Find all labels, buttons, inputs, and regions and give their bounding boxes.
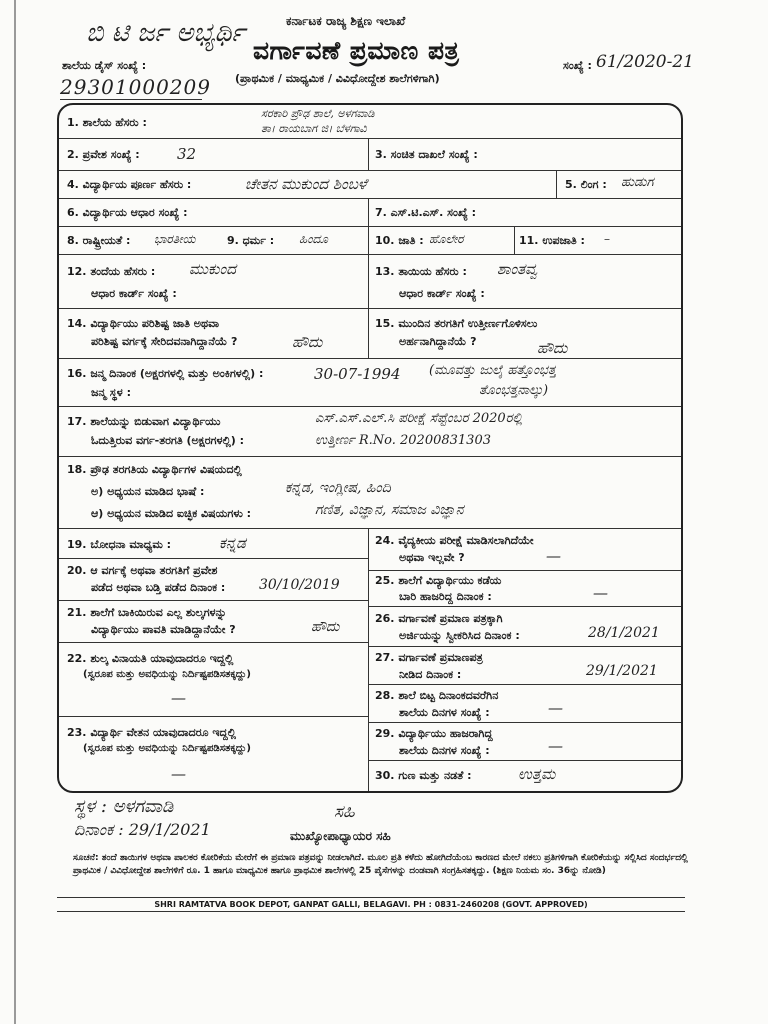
field-1-label: 1. ಶಾಲೆಯ ಹೆಸರು : [67,116,147,129]
headmaster-signature: ಸಹಿ [334,802,355,822]
field-15-label-line1: 15. ಮುಂದಿನ ತರಗತಿಗೆ ಉತ್ತೀರ್ಣಗೊಳಿಸಲು [375,317,538,330]
field-16-value: 30-07-1994 [314,365,401,383]
field-2-label: 2. ಪ್ರವೇಶ ಸಂಖ್ಯೆ : [67,148,140,161]
field-25-value: — [593,584,608,602]
field-18a-label: ಅ) ಅಧ್ಯಯನ ಮಾಡಿದ ಭಾಷೆ : [91,485,205,498]
field-29-label-line1: 29. ವಿದ್ಯಾರ್ಥಿಯು ಹಾಜರಾಗಿದ್ದ [375,727,493,740]
field-22-label-line1: 22. ಶುಲ್ಕ ವಿನಾಯತಿ ಯಾವುದಾದರೂ ಇದ್ದಲ್ಲಿ [67,652,234,665]
field-4-label: 4. ವಿದ್ಯಾರ್ಥಿಯ ಪೂರ್ಣ ಹೆಸರು : [67,178,192,191]
page-edge [14,0,16,1024]
field-14-label-line1: 14. ವಿದ್ಯಾರ್ಥಿಯು ಪರಿಶಿಷ್ಟ ಜಾತಿ ಅಥವಾ [67,317,220,330]
row-class-leaving [59,407,681,457]
row-medium [59,529,368,559]
field-3-label: 3. ಸಂಚಿತ ದಾಖಲೆ ಸಂಖ್ಯೆ : [375,148,478,161]
field-17-label-line1: 17. ಶಾಲೆಯನ್ನು ಬಿಡುವಾಗ ವಿದ್ಯಾರ್ಥಿಯು [67,415,221,428]
printer-info: SHRI RAMTATVA BOOK DEPOT, GANPAT GALLI, BELAGAVI. PH : 0831-2460208 (GOVT. APPROVED) [57,897,685,912]
field-9-label: 9. ಧರ್ಮ : [227,234,275,247]
field-17-label-line2: ಓದುತ್ತಿರುವ ವರ್ಗ-ತರಗತಿ (ಅಕ್ಷರಗಳಲ್ಲಿ) : [91,434,245,447]
field-11-label: 11. ಉಪಜಾತಿ : [519,234,585,247]
page-subtitle: (ಪ್ರಾಥಮಿಕ / ಮಾಧ್ಯಮಿಕ / ವಿವಿಧೋದ್ದೇಶ ಶಾಲೆಗಳಿಗಾಗಿ) [235,72,440,85]
top-handwritten-signature: ಬಿ ಟಿ ರ್ಜ ಅಭ್ಯರ್ಥಿ [86,18,245,48]
page-title: ವರ್ಗಾವಣೆ ಪ್ರಮಾಣ ಪತ್ರ [253,36,460,65]
field-16-label-line1: 16. ಜನ್ಮ ದಿನಾಂಕ (ಅಕ್ಷರಗಳಲ್ಲಿ ಮತ್ತು ಅಂಕಿಗಳಲ್ಲಿ) : [67,367,264,380]
field-23-label-line1: 23. ವಿದ್ಯಾರ್ಥಿ ವೇತನ ಯಾವುದಾದರೂ ಇದ್ದಲ್ಲಿ [67,726,236,739]
field-17-value-line1: ಎಸ್.ಎಸ್.ಎಲ್.ಸಿ ಪರೀಕ್ಷೆ ಸೆಪ್ಟೆಂಬರ 2020ರಲ್ಲಿ [315,411,523,426]
field-27-label-line2: ನೀಡಿದ ದಿನಾಂಕ : [399,668,462,681]
field-23-value: — [171,765,186,783]
field-5-value: ಹುಡುಗ [621,175,654,190]
field-16-words-line1: (ಮೂವತ್ತು ಜುಲೈ ಹತ್ತೊಂಭತ್ತ [429,363,556,378]
field-17-value-line2: ಉತ್ತೀರ್ಣ R.No. 20200831303 [315,433,491,448]
field-25-label-line2: ಬಾರಿ ಹಾಜರಿದ್ದ ದಿನಾಂಕ : [399,590,492,603]
row-nationality [59,227,681,255]
field-24-value: — [546,547,561,565]
field-1-value-line1: ಸರಕಾರಿ ಪ್ರೌಢ ಶಾಲೆ, ಅಳಗವಾಡಿ [261,107,375,120]
date-text: ದಿನಾಂಕ : 29/1/2021 [74,820,211,839]
field-22-value: — [171,689,186,707]
field-15-label-line2: ಅರ್ಹನಾಗಿದ್ದಾನೆಯೆ ? [399,335,477,348]
row-caste-eligibility [59,309,681,359]
field-15-value: ಹೌದು [537,339,568,357]
row-parents [59,255,681,309]
field-19-label: 19. ಬೋಧನಾ ಮಾಧ್ಯಮ : [67,538,172,551]
footer-note: ಸೂಚನೆ: ತಂದೆ ತಾಯಿಗಳ ಅಥವಾ ಪಾಲಕರ ಕೋರಿಕೆಯ ಮೇರೆಗೆ ಈ ಪ್ರಮಾಣ ಪತ್ರವನ್ನು ನೀಡಲಾಗಿದೆ. ಮೂಲ ಪ್ರತಿ ಕಳೆದು ಹೋಗಿದೆಯೆಂಬ ಕಾರಣದ ಮೇಲೆ ನಕಲು ಪ್ರತಿಗಳಿಗಾಗಿ ಕೋರಿಕೆಯನ್ನು ಸಲ್ಲಿಸಿದ ಸಂದರ್ಭದಲ್ಲಿ ಪ್ರಾಥಮಿಕ / ವಿವಿಧೋದ್ದೇಶ ಶಾಲೆಗಳಿಗೆ ರೂ. 1 ಹಾಗೂ ಮಾಧ್ಯಮಿಕ ಹಾಗೂ ಪ್ರಾಥಮಿಕ ಶಾಲೆಗಳಲ್ಲಿ 25 ಪೈಸೆಗಳನ್ನು ದಂಡವಾಗಿ ಸಂಗ್ರಹಿಸತಕ್ಕದ್ದು. (ಶಿಕ್ಷಣ ನಿಯಮ ಸಂ. 36ನ್ನು ನೋಡಿ) [73,853,688,876]
field-27-label-line1: 27. ವರ್ಗಾವಣೆ ಪ್ರಮಾಣಪತ್ರ [375,651,483,664]
field-14-label-line2: ಪರಿಶಿಷ್ಟ ವರ್ಗಕ್ಕೆ ಸೇರಿದವನಾಗಿದ್ದಾನೆಯೆ ? [91,335,238,348]
field-5-label: 5. ಲಿಂಗ : [565,178,607,191]
field-21-label-line1: 21. ಶಾಲೆಗೆ ಬಾಕಿಯಿರುವ ಎಲ್ಲ ಶುಲ್ಕಗಳನ್ನು [67,606,227,619]
certificate-form [57,103,683,793]
field-12-label: 12. ತಂದೆಯ ಹೆಸರು : [67,265,156,278]
field-13-label: 13. ತಾಯಿಯ ಹೆಸರು : [375,265,467,278]
field-25-label-line1: 25. ಶಾಲೆಗೆ ವಿದ್ಯಾರ್ಥಿಯು ಕಡೆಯ [375,574,502,587]
field-30-label: 30. ಗುಣ ಮತ್ತು ನಡತೆ : [375,769,472,782]
field-7-label: 7. ಎಸ್.ಟಿ.ಎಸ್. ಸಂಖ್ಯೆ : [375,206,477,219]
field-18b-label: ಆ) ಅಧ್ಯಯನ ಮಾಡಿದ ಐಚ್ಛಿಕ ವಿಷಯಗಳು : [91,507,252,520]
field-24-label-line1: 24. ವೈದ್ಯಕೀಯ ಪರೀಕ್ಷೆ ಮಾಡಿಸಲಾಗಿದೆಯೇ [375,534,534,547]
field-8-value: ಭಾರತೀಯ [154,232,196,246]
row-conduct [368,761,681,791]
field-26-label-line1: 26. ವರ್ಗಾವಣೆ ಪ್ರಮಾಣ ಪತ್ರಕ್ಕಾಗಿ [375,612,503,625]
row-subjects [59,457,681,529]
field-29-value: — [548,737,563,755]
field-28-label-line1: 28. ಶಾಲೆ ಬಿಟ್ಟ ದಿನಾಂಕದವರೆಗಿನ [375,689,499,702]
field-12-value: ಮುಕುಂದ [189,260,236,278]
row-working-days [368,685,681,723]
field-23-label-line2: (ಸ್ವರೂಪ ಮತ್ತು ಅವಧಿಯನ್ನು ನಿರ್ದಿಷ್ಟಪಡಿಸತಕ್ಕದ್ದು) [83,743,251,754]
department-name: ಕರ್ನಾಟಕ ರಾಜ್ಯ ಶಿಕ್ಷಣ ಇಲಾಖೆ [286,14,406,28]
field-19-value: ಕನ್ನಡ [219,534,246,552]
row-admission-date [59,559,368,601]
field-6-label: 6. ವಿದ್ಯಾರ್ಥಿಯ ಆಧಾರ ಸಂಖ್ಯೆ : [67,206,188,219]
row-scholarship [59,717,368,791]
field-9-value: ಹಿಂದೂ [299,232,328,246]
dise-number-value: 29301000209 [60,75,211,99]
field-14-value: ಹೌದು [292,333,323,351]
row-medical [368,529,681,571]
row-student-name [59,171,681,199]
field-24-label-line2: ಅಥವಾ ಇಲ್ಲವೇ ? [399,551,465,564]
field-18-label: 18. ಪ್ರೌಢ ತರಗತಿಯ ವಿದ್ಯಾರ್ಥಿಗಳ ವಿಷಯದಲ್ಲಿ [67,463,242,476]
field-1-value-line2: ತಾ। ರಾಯಬಾಗ ಜಿ। ಬೆಳಗಾವಿ [261,122,367,135]
row-school-name [59,105,681,139]
field-29-label-line2: ಶಾಲೆಯ ದಿನಗಳ ಸಂಖ್ಯೆ : [399,744,490,757]
field-4-value: ಚೇತನ ಮುಕುಂದ ಶಿಂಬಳೆ [245,175,367,193]
field-21-value: ಹೌದು [311,619,340,635]
field-8-label: 8. ರಾಷ್ಟ್ರೀಯತೆ : [67,234,131,247]
row-aadhaar [59,199,681,227]
field-21-label-line2: ವಿದ್ಯಾರ್ಥಿಯು ಪಾವತಿ ಮಾಡಿದ್ದಾನೆಯೇ ? [91,623,236,636]
field-28-value: — [548,699,563,717]
row-issue-date [368,647,681,685]
row-date-of-birth [59,359,681,407]
field-16-label-line2: ಜನ್ಮ ಸ್ಥಳ : [91,386,131,399]
field-13-value: ಶಾಂತವ್ವ [497,260,538,278]
place-text: ಸ್ಥಳ : ಅಳಗವಾಡಿ [74,796,174,817]
row-application-date [368,607,681,647]
field-27-value: 29/1/2021 [586,663,658,679]
row-fee-concession [59,643,368,717]
field-10-value: ಹೊಲೇರ [429,232,464,246]
row-fees-paid [59,601,368,643]
field-18a-value: ಕನ್ನಡ, ಇಂಗ್ಲೀಷ, ಹಿಂದಿ [285,480,391,496]
field-18b-value: ಗಣಿತ, ವಿಜ್ಞಾನ, ಸಮಾಜ ವಿಜ್ಞಾನ [315,502,464,518]
headmaster-label: ಮುಖ್ಯೋಪಾಧ್ಯಾಯರ ಸಹಿ [290,829,391,843]
field-28-label-line2: ಶಾಲೆಯ ದಿನಗಳ ಸಂಖ್ಯೆ : [399,706,490,719]
field-20-label-line2: ಪಡೆದ ಅಥವಾ ಬಡ್ತಿ ಪಡೆದ ದಿನಾಂಕ : [91,581,226,594]
field-16-words-line2: ತೊಂಭತ್ತನಾಲ್ಕು) [479,383,549,398]
field-10-label: 10. ಜಾತಿ : [375,234,424,247]
field-22-label-line2: (ಸ್ವರೂಪ ಮತ್ತು ಅವಧಿಯನ್ನು ನಿರ್ದಿಷ್ಟಪಡಿಸತಕ್ಕದ್ದು) [83,669,251,680]
certificate-number-value: 61/2020-21 [596,52,694,72]
field-30-value: ಉತ್ತಮ [518,765,556,783]
field-26-label-line2: ಅರ್ಜಿಯನ್ನು ಸ್ವೀಕರಿಸಿದ ದಿನಾಂಕ : [399,629,520,642]
row-admission [59,139,681,171]
certificate-number-label: ಸಂಖ್ಯೆ : [563,59,592,72]
mother-aadhaar-label: ಆಧಾರ ಕಾರ್ಡ್ ಸಂಖ್ಯೆ : [399,287,485,300]
field-20-value: 30/10/2019 [259,577,340,593]
row-days-attended [368,723,681,761]
father-aadhaar-label: ಆಧಾರ ಕಾರ್ಡ್ ಸಂಖ್ಯೆ : [91,287,177,300]
row-last-attendance [368,571,681,607]
field-11-value: – [604,232,610,246]
field-26-value: 28/1/2021 [588,625,660,641]
field-20-label-line1: 20. ಆ ವರ್ಗಕ್ಕೆ ಅಥವಾ ತರಗತಿಗೆ ಪ್ರವೇಶ [67,564,218,577]
dise-number-label: ಶಾಲೆಯ ಡೈಸ್ ಸಂಖ್ಯೆ : [62,59,147,72]
field-2-value: 32 [177,145,197,163]
